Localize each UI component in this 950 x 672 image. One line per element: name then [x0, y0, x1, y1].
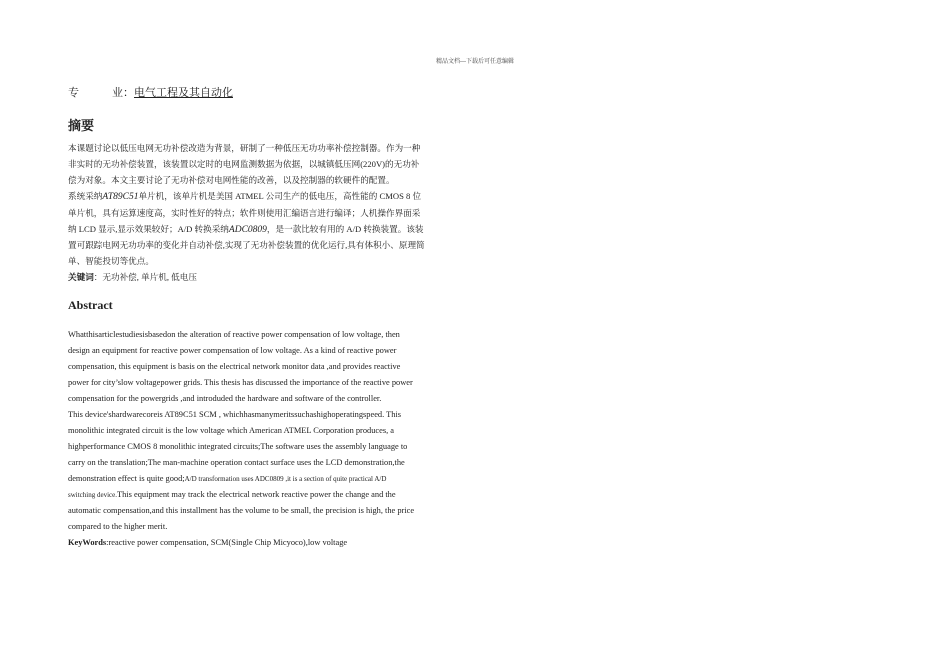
major-label-part1: 专: [68, 87, 79, 99]
zh-line-6-math: ADC0809: [228, 224, 267, 235]
zh-line-7: 置可跟踪电网无功功率的变化并自动补偿,实现了无功补偿装置的优化运行,具有体积小、原理简: [68, 240, 425, 251]
en-line-13: compared to the higher merit.: [68, 522, 168, 531]
en-line-8: highperformance CMOS 8 monolithic integrated circuits;The software uses the assembly language to: [68, 442, 408, 451]
abstract-en-body: [68, 327, 468, 551]
zh-line-4-post: 单片机，该单片机是美国 ATMEL 公司生产的低电压，高性能的 CMOS 8 位: [138, 190, 422, 201]
abstract-zh-heading: 摘要: [68, 119, 95, 134]
page-header-note: 精品文档---下载后可任意编辑: [436, 59, 514, 65]
zh-line-8: 单、智能投切等优点。: [68, 256, 154, 267]
en-line-2: design an equipment for reactive power compensation of low voltage. As a kind of reactive power: [68, 346, 397, 355]
en-line-1: Whatthisarticlestudiesisbasedon the alteration of reactive power compensation of low voltage, then: [68, 330, 400, 339]
zh-line-3: 偿为对象。本文主要讨论了无功补偿对电网性能的改善，以及控制器的软硬件的配置。: [68, 174, 395, 185]
zh-line-6-pre: 纳 LCD 显示,显示效果较好；A/D 转换采纳: [68, 223, 229, 234]
en-line-11-post: This equipment may track the electrical network reactive power the change and the: [117, 490, 396, 499]
en-line-10-pre: demonstration effect is quite good;: [68, 474, 185, 483]
zh-line-4: [68, 189, 466, 206]
en-keywords-label: KeyWords: [68, 538, 107, 547]
zh-keywords: [68, 270, 466, 286]
abstract-zh-body: [68, 141, 466, 286]
en-keywords: [68, 535, 468, 551]
en-line-9: carry on the translation;The man-machine operation contact surface uses the LCD demonstration,the: [68, 458, 405, 467]
en-line-6: This device'shardwarecoreis AT89C51 SCM , whichhasmanymeritssuchashighoperatingspeed. This: [68, 410, 402, 419]
zh-line-4-math: AT89C51: [102, 191, 139, 202]
zh-keywords-label: 关键词: [68, 272, 94, 283]
en-line-3: compensation, this equipment is basis on the electrical network monitor data ,and provides reactive: [68, 362, 401, 371]
major-line: [68, 84, 233, 100]
en-line-10-small: A/D transformation uses ADC0809 ,it is a section of quite practical A/D: [184, 475, 387, 483]
zh-line-4-pre: 系统采纳: [68, 190, 103, 201]
zh-line-6: [68, 222, 466, 239]
en-line-7: monolithic integrated circuit is the low voltage which American ATMEL Corporation produces, a: [68, 426, 394, 435]
en-keywords-value: :reactive power compensation, SCM(Single Chip Micyoco),low voltage: [106, 538, 348, 547]
major-value: 电气工程及其自动化: [134, 87, 233, 99]
abstract-en-heading: Abstract: [68, 298, 113, 312]
en-line-12: automatic compensation,and this installment has the volume to be small, the precision is high, the price: [68, 506, 415, 515]
zh-keywords-value: ：无功补偿, 单片机, 低电压: [93, 272, 197, 283]
en-line-5: compensation for the powergrids ,and introduded the hardware and software of the controller.: [68, 394, 382, 403]
zh-line-6-post: ，是一款比较有用的 A/D 转换装置。该装: [266, 223, 424, 234]
en-line-4: power for city’slow voltagepower grids. This thesis has discussed the importance of the reactive power: [68, 378, 413, 387]
en-line-11: [68, 487, 468, 503]
zh-line-2: 非实时的无功补偿装置，该装置以定时的电网监测数据为依据，以城镇低压网(220V)的无功补: [68, 158, 420, 169]
en-line-10: [68, 471, 468, 487]
zh-line-1: 本课题讨论以低压电网无功补偿改造为背景，研制了一种低压无功功率补偿控制器。作为一种: [68, 143, 421, 153]
en-line-11-small: switching device.: [68, 491, 117, 499]
zh-line-5: 单片机，具有运算速度高，实时性好的特点；软件则使用汇编语言进行编译；人机操作界面采: [68, 207, 421, 218]
major-label-part2: 业：: [112, 87, 134, 99]
